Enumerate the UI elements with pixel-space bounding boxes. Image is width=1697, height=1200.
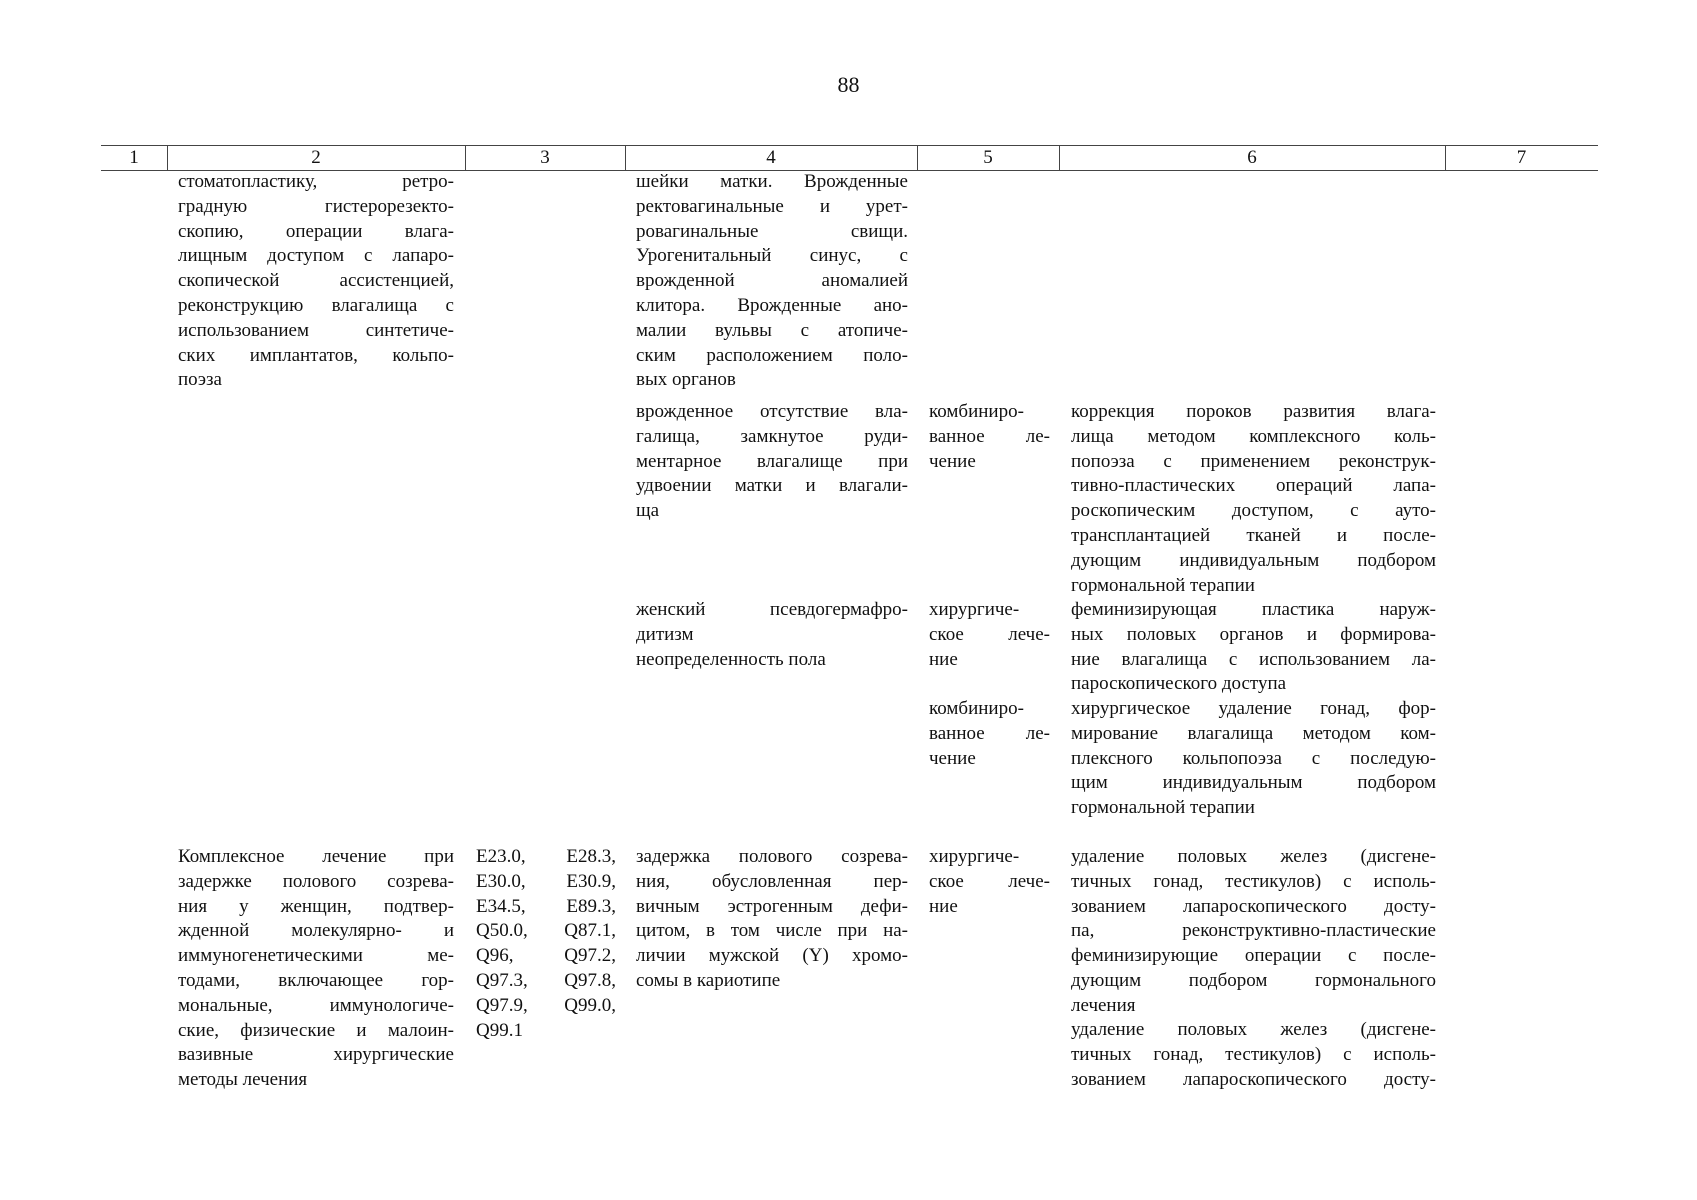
text-line: гормональной терапии: [1071, 797, 1255, 819]
text-line: иммуногенетическими ме-: [178, 945, 454, 967]
text-line: скопической ассистенцией,: [178, 270, 454, 292]
text-line: вичным эстрогенным дефи-: [636, 895, 908, 917]
text-line: тивно-пластических операций лапа-: [1071, 475, 1436, 497]
text-line: удвоении матки и влагали-: [636, 475, 908, 497]
text-line: скопию, операции влага-: [178, 220, 454, 242]
text-line: ские, физические и малоин-: [178, 1019, 454, 1041]
text-line: ровагинальные свищи.: [636, 220, 908, 242]
text-line: гормональной терапии: [1071, 574, 1255, 596]
text-line: E23.0, E28.3,: [476, 846, 616, 867]
text-line: хирургиче-: [929, 846, 1020, 867]
header-col-2: 2: [311, 147, 321, 168]
text-line: методы лечения: [178, 1069, 308, 1091]
header-col-4: 4: [766, 147, 776, 168]
text-line: чение: [929, 747, 976, 769]
treatment-method-gonad-removal-reconstructive: [1071, 845, 1436, 1019]
text-line: стоматопластику, ретро-: [178, 171, 454, 192]
text-line: сомы в кариотипе: [636, 969, 781, 991]
treatment-type-surgical-2: [929, 845, 1050, 919]
treatment-method-gonad-removal: [1071, 697, 1436, 821]
text-line: ское лече-: [929, 870, 1050, 892]
header-col-5: 5: [983, 147, 993, 168]
text-line: комбиниро-: [929, 401, 1024, 422]
text-line: хирургиче-: [929, 599, 1020, 620]
text-line: пароскопического доступа: [1071, 673, 1287, 695]
text-line: дитизм: [636, 623, 694, 645]
text-line: ние: [929, 648, 958, 670]
text-line: ща: [636, 500, 660, 522]
text-line: E30.0, E30.9,: [476, 870, 616, 892]
text-line: ским расположением поло-: [636, 344, 908, 366]
text-line: вазивные хирургические: [178, 1044, 454, 1066]
diagnosis-vaginal-absence: [636, 400, 908, 524]
text-line: щим индивидуальным подбором: [1071, 772, 1436, 794]
treatment-method-colpopoiesis: [1071, 400, 1436, 598]
text-line: тичных гонад, тестикулов) с исполь-: [1071, 1043, 1436, 1065]
header-col-6: 6: [1247, 147, 1257, 168]
text-line: хирургическое удаление гонад, фор-: [1071, 698, 1436, 719]
text-line: ванное ле-: [929, 722, 1050, 744]
text-line: роскопическим доступом, с ауто-: [1071, 500, 1436, 522]
text-line: попоэза с применением реконструк-: [1071, 450, 1436, 472]
text-line: вых органов: [636, 369, 736, 391]
text-line: жденной молекулярно- и: [178, 920, 454, 942]
text-line: зованием лапароскопического досту-: [1071, 895, 1436, 917]
text-line: неопределенность пола: [636, 648, 826, 670]
text-line: клитора. Врожденные ано-: [636, 294, 908, 316]
text-line: дующим подбором гормонального: [1071, 969, 1436, 991]
text-line: феминизирующие операции с после-: [1071, 945, 1436, 967]
text-line: ванное ле-: [929, 425, 1050, 447]
text-line: ментарное влагалище при: [636, 450, 908, 472]
header-col-7: 7: [1516, 147, 1527, 168]
text-line: врожденное отсутствие вла-: [636, 401, 908, 422]
text-line: феминизирующая пластика наруж-: [1071, 599, 1436, 620]
text-line: лищным доступом с лапаро-: [178, 245, 454, 267]
text-line: чение: [929, 450, 976, 472]
page-number: 88: [837, 72, 860, 97]
diagnosis-anomalies-continued: [636, 170, 908, 393]
text-line: ния, обусловленная пер-: [636, 870, 908, 892]
text-line: поэза: [178, 369, 222, 391]
text-line: градную гистерорезекто-: [178, 195, 454, 217]
method-description-continued: [178, 170, 454, 393]
text-line: мирование влагалища методом ком-: [1071, 722, 1436, 744]
text-line: ское лече-: [929, 623, 1050, 645]
diagnosis-delayed-puberty: [636, 845, 908, 994]
text-line: шейки матки. Врожденные: [636, 171, 908, 192]
text-line: личии мужской (Y) хромо-: [636, 945, 908, 967]
text-line: галища, замкнутое руди-: [636, 425, 908, 447]
method-delayed-puberty: [178, 845, 454, 1093]
text-line: коррекция пороков развития влага-: [1071, 401, 1436, 422]
text-line: мональные, иммунологиче-: [178, 994, 454, 1016]
icd-codes: [476, 845, 616, 1043]
text-line: тичных гонад, тестикулов) с исполь-: [1071, 870, 1436, 892]
text-line: Урогенитальный синус, с: [636, 245, 908, 267]
text-line: зованием лапароскопического досту-: [1071, 1068, 1436, 1090]
text-line: Q97.9, Q99.0,: [476, 994, 616, 1016]
text-line: удаление половых желез (дисгене-: [1071, 846, 1436, 867]
header-col-3: 3: [540, 147, 550, 168]
treatment-type-surgical-1: [929, 598, 1050, 672]
treatment-method-feminizing-plasty: [1071, 598, 1436, 697]
text-line: Q50.0, Q87.1,: [476, 920, 616, 942]
text-line: цитом, в том числе при на-: [636, 920, 908, 942]
text-line: задержке полового созрева-: [178, 870, 454, 892]
text-line: реконструкцию влагалища с: [178, 294, 454, 316]
text-line: Q99.1: [476, 1019, 523, 1041]
text-line: использованием синтетиче-: [178, 319, 454, 341]
text-line: плексного кольпопоэза с последую-: [1071, 747, 1436, 769]
text-line: ния у женщин, подтвер-: [178, 895, 454, 917]
treatment-type-combined-1: [929, 400, 1050, 474]
text-line: удаление половых желез (дисгене-: [1071, 1019, 1436, 1040]
text-line: комбиниро-: [929, 698, 1024, 719]
text-line: ние влагалища с использованием ла-: [1071, 648, 1436, 670]
text-line: задержка полового созрева-: [636, 846, 908, 867]
header-col-1: 1: [129, 147, 139, 168]
text-line: ректовагинальные и урет-: [636, 195, 908, 217]
treatment-method-gonad-removal-continued: [1071, 1018, 1436, 1092]
text-line: па, реконструктивно-пластические: [1071, 920, 1436, 942]
text-line: малии вульвы с атопиче-: [636, 319, 908, 341]
text-line: ских имплантатов, кольпо-: [178, 344, 454, 366]
text-line: врожденной аномалией: [636, 270, 908, 292]
text-line: Q97.3, Q97.8,: [476, 969, 616, 991]
text-line: лечения: [1071, 994, 1136, 1016]
text-line: ние: [929, 895, 958, 917]
text-line: лища методом комплексного коль-: [1071, 425, 1436, 447]
diagnosis-pseudohermaphroditism: [636, 598, 908, 672]
text-line: дующим индивидуальным подбором: [1071, 549, 1436, 571]
text-line: трансплантацией тканей и после-: [1071, 524, 1436, 546]
text-line: тодами, включающее гор-: [178, 969, 454, 991]
treatment-type-combined-2: [929, 697, 1050, 771]
text-line: E34.5, E89.3,: [476, 895, 616, 917]
text-line: Q96, Q97.2,: [476, 945, 616, 967]
text-line: ных половых органов и формирова-: [1071, 623, 1436, 645]
text-line: Комплексное лечение при: [178, 846, 454, 867]
text-line: женский псевдогермафро-: [636, 599, 908, 620]
